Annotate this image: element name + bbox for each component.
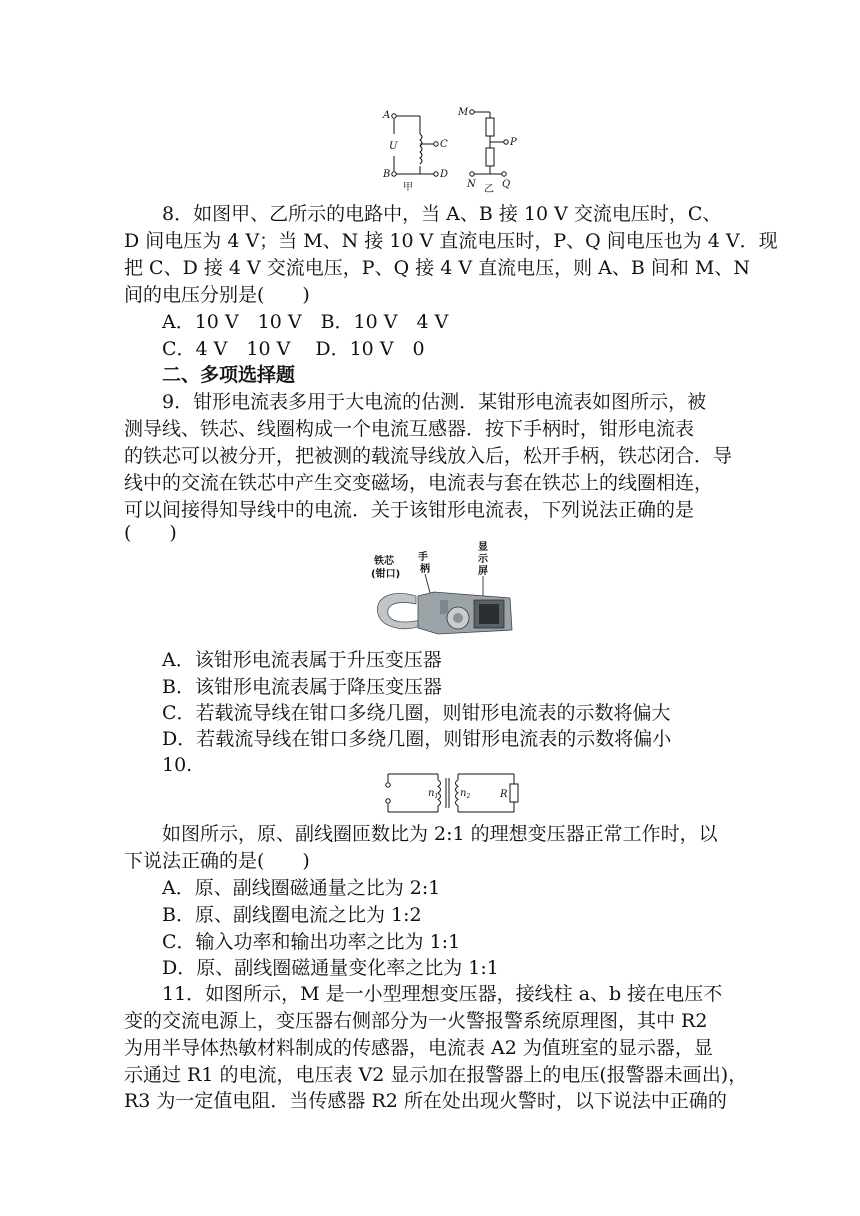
q10-line1: 如图所示，原、副线圈匝数比为 2:1 的理想变压器正常工作时，以 [162, 823, 718, 845]
label-A: A [383, 110, 391, 121]
caption-jia: 甲 [403, 182, 413, 193]
q8-options-cd: C．4 V 10 V D．10 V 0 [162, 338, 425, 360]
q10-number: 10. [162, 754, 193, 776]
q9-line3: 的铁芯可以被分开，把被测的载流导线放入后，松开手柄，铁芯闭合．导 [124, 445, 733, 467]
label-P: P [510, 137, 517, 148]
q9-option-a: A．该钳形电流表属于升压变压器 [162, 649, 442, 671]
caption-yi: 乙 [484, 184, 494, 194]
clamp-meter-figure [368, 540, 518, 640]
label-R: R [500, 789, 508, 800]
q8-options-ab: A．10 V 10 V B．10 V 4 V [162, 311, 449, 333]
label-C: C [440, 139, 448, 150]
label-n2: $n_2$ [460, 788, 471, 800]
q8-line1: 8．如图甲、乙所示的电路中，当 A、B 接 10 V 交流电压时，C、 [162, 203, 722, 225]
q9-line4: 线中的交流在铁芯中产生交变磁场，电流表与套在铁芯上的线圈相连， [124, 472, 714, 494]
q10-line2: 下说法正确的是( ) [124, 850, 310, 872]
label-jaw: (钳口) [371, 569, 401, 580]
label-screen-2: 示 [478, 554, 488, 565]
label-M: M [458, 107, 469, 118]
q10-option-b: B．原、副线圈电流之比为 1:2 [162, 904, 422, 926]
q11-line4: 示通过 R1 的电流，电压表 V2 显示加在报警器上的电压(报警器未画出)， [124, 1064, 748, 1086]
q8-line3: 把 C、D 接 4 V 交流电压，P、Q 接 4 V 直流电压，则 A、B 间和 M、N [124, 257, 750, 279]
label-n1: $n_1$ [428, 788, 439, 800]
q10-option-d: D．原、副线圈磁通量变化率之比为 1:1 [162, 957, 499, 979]
label-handle-2: 柄 [420, 564, 430, 575]
q9-line1: 9．钳形电流表多用于大电流的估测．某钳形电流表如图所示，被 [162, 391, 707, 413]
transformer-figure [380, 770, 520, 816]
q10-option-a: A．原、副线圈磁通量之比为 2:1 [162, 877, 441, 899]
q9-line6: ( ) [124, 522, 177, 544]
label-handle-1: 手 [418, 552, 428, 563]
q9-option-b: B．该钳形电流表属于降压变压器 [162, 676, 442, 698]
q9-option-d: D．若载流导线在钳口多绕几圈，则钳形电流表的示数将偏小 [162, 728, 672, 750]
q9-option-c: C．若载流导线在钳口多绕几圈，则钳形电流表的示数将偏大 [162, 702, 671, 724]
q8-line2: D 间电压为 4 V；当 M、N 接 10 V 直流电压时，P、Q 间电压也为 4 V．现 [124, 230, 778, 252]
q11-line3: 为用半导体热敏材料制成的传感器，电流表 A2 为值班室的显示器，显 [124, 1037, 713, 1059]
q8-line4: 间的电压分别是( ) [124, 284, 310, 306]
circuit-yi [457, 107, 517, 194]
label-Q: Q [502, 179, 511, 190]
circuit-jia [382, 110, 448, 193]
q11-line1: 11．如图所示，M 是一小型理想变压器，接线柱 a、b 接在电压不 [162, 983, 723, 1005]
q9-line2: 测导线、铁芯、线圈构成一个电流互感器．按下手柄时，钳形电流表 [124, 418, 695, 440]
label-screen-3: 屏 [478, 566, 488, 577]
q10-option-c: C．输入功率和输出功率之比为 1:1 [162, 931, 461, 953]
label-screen-1: 显 [478, 542, 488, 553]
q11-line2: 变的交流电源上，变压器右侧部分为一火警报警系统原理图，其中 R2 [124, 1010, 708, 1032]
q11-line5: R3 为一定值电阻．当传感器 R2 所在处出现火警时，以下说法中正确的 [124, 1090, 727, 1112]
q8-circuit-figure [380, 104, 530, 194]
label-iron-core: 铁芯 [374, 556, 394, 567]
section-heading: 二、多项选择题 [162, 364, 296, 386]
label-D: D [440, 169, 449, 180]
label-N: N [467, 179, 476, 190]
label-U: U [389, 141, 398, 152]
q9-line5: 可以间接得知导线中的电流．关于该钳形电流表，下列说法正确的是 [124, 499, 695, 521]
label-B: B [383, 169, 391, 180]
